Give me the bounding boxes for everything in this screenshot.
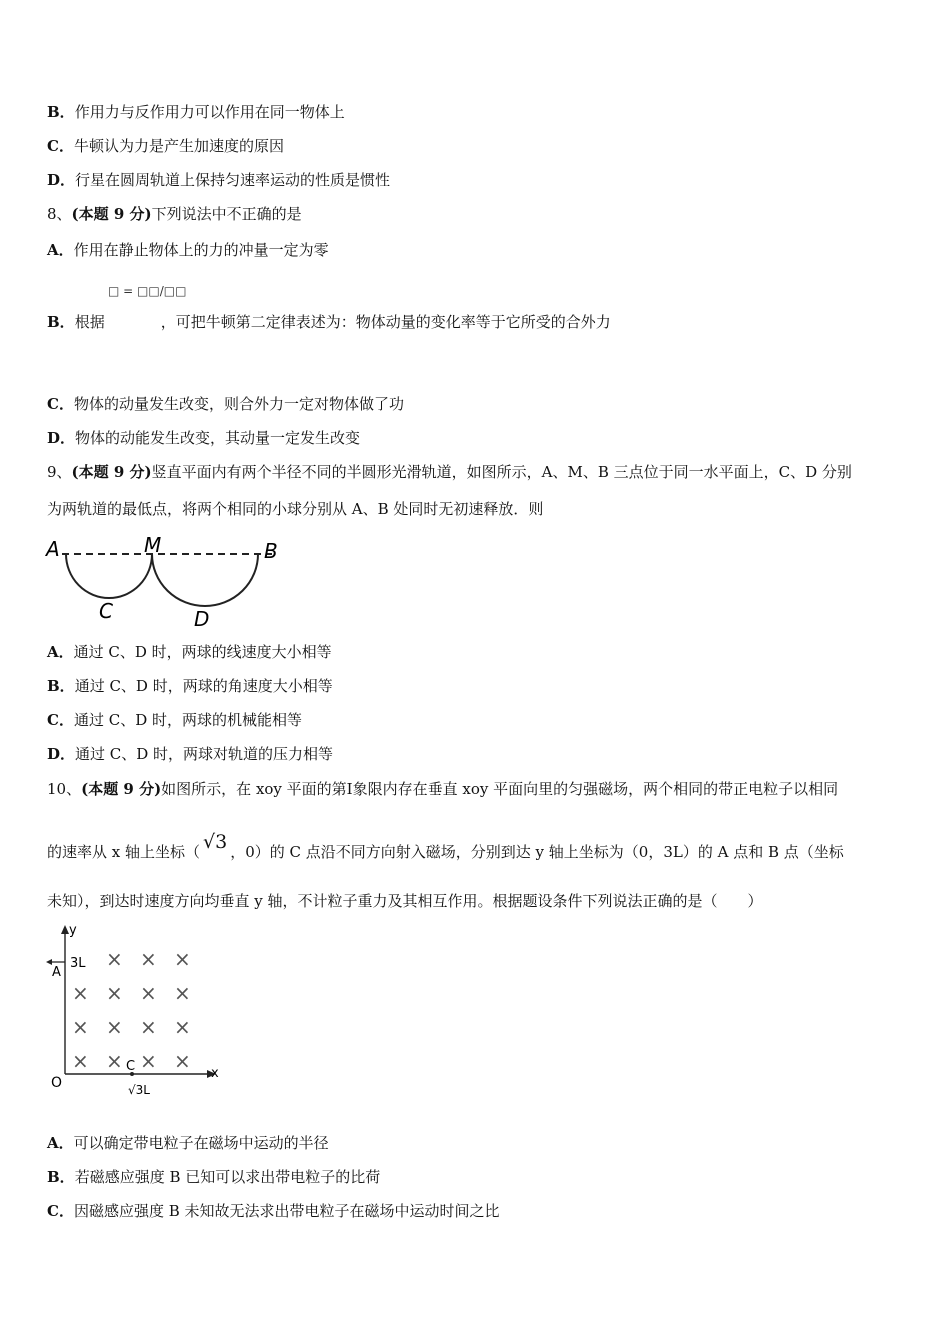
field-cross: × [140, 981, 157, 1005]
option-text: 物体的动能发生改变，其动量一定发生改变 [75, 429, 361, 447]
question-tag: (本题 9 分) [71, 205, 152, 223]
small-semicircle-track [66, 554, 152, 598]
field-cross: × [106, 981, 123, 1005]
point-d-label: D [194, 607, 210, 631]
option-text: 作用力与反作用力可以作用在同一物体上 [74, 103, 345, 121]
field-cross: × [140, 1049, 157, 1073]
sqrt3-symbol: √3 [203, 831, 228, 853]
option-text: 牛顿认为力是产生加速度的原因 [73, 137, 284, 155]
q9-option-b [47, 676, 333, 696]
q8-option-b [47, 312, 611, 332]
option-letter: B． [47, 313, 75, 331]
field-cross: × [106, 1015, 123, 1039]
point-a-label: A [46, 537, 60, 561]
field-cross: × [72, 981, 89, 1005]
point-c-label: C [99, 599, 113, 623]
question-stem: 竖直平面内有两个半径不同的半圆形光滑轨道，如图所示，A、M、B 三点位于同一水平面上，C、D 分别 [151, 463, 852, 481]
option-letter: C． [47, 1202, 74, 1220]
q9-track-figure [44, 530, 294, 635]
option-text-pre: 根据 [74, 313, 105, 331]
field-cross: × [174, 947, 191, 971]
point-a-label: A [52, 965, 61, 980]
option-letter: B． [47, 677, 75, 695]
q8-stem [47, 204, 302, 224]
question-stem-a: 的速率从 x 轴上坐标（ [47, 843, 200, 861]
option-text: 因磁感应强度 B 未知故无法求出带电粒子在磁场中运动时间之比 [73, 1202, 500, 1220]
question-number: 9、 [47, 463, 72, 481]
question-stem: 未知），到达时速度方向均垂直 y 轴，不计粒子重力及其相互作用。根据题设条件下列说法正确的是（ ） [47, 892, 763, 910]
point-m-label: M [144, 533, 162, 557]
field-cross: × [106, 1049, 123, 1073]
q9-stem-2 [47, 499, 543, 519]
option-letter: B． [47, 1168, 75, 1186]
question-tag: (本题 9 分) [71, 463, 152, 481]
q8-option-c [47, 394, 404, 414]
point-c-label: C [126, 1059, 136, 1074]
q8-option-d [47, 428, 360, 448]
q8-option-a [47, 240, 329, 260]
field-cross: × [174, 981, 191, 1005]
q10-stem-3 [47, 891, 763, 911]
field-cross: × [106, 947, 123, 971]
option-letter: A． [47, 643, 74, 661]
option-letter: C． [47, 711, 74, 729]
option-letter: D． [47, 171, 76, 189]
option-letter: D． [47, 429, 76, 447]
q10-option-a [47, 1133, 329, 1153]
field-cross: × [174, 1015, 191, 1039]
q9-option-d [47, 744, 333, 764]
option-text: 通过 C、D 时，两球对轨道的压力相等 [75, 745, 334, 763]
y-coord-3l-label: 3L [70, 956, 86, 971]
point-b-label: B [264, 539, 278, 563]
x-coord-sqrt3l-label: √3L [128, 1083, 150, 1097]
option-letter: A． [47, 241, 74, 259]
field-cross: × [72, 1049, 89, 1073]
q9-option-c [47, 710, 302, 730]
q7-option-b [47, 102, 345, 122]
q9-stem-1 [47, 462, 852, 482]
option-letter: D． [47, 745, 76, 763]
field-cross: × [174, 1049, 191, 1073]
question-number: 10、 [47, 780, 82, 798]
question-stem: 如图所示，在 xoy 平面的第Ⅰ象限内存在垂直 xoy 平面向里的匀强磁场，两个相同的带正电粒子以相同 [161, 780, 839, 798]
q8-formula [108, 284, 186, 298]
question-stem: 下列说法中不正确的是 [151, 205, 302, 223]
q9-option-a [47, 642, 332, 662]
q7-option-c [47, 136, 284, 156]
option-text-post: ，可把牛顿第二定律表述为：物体动量的变化率等于它所受的合外力 [160, 313, 611, 331]
option-text: 通过 C、D 时，两球的机械能相等 [73, 711, 302, 729]
option-text: 若磁感应强度 B 已知可以求出带电粒子的比荷 [74, 1168, 381, 1186]
q10-field-figure [44, 920, 234, 1100]
q10-option-c [47, 1201, 500, 1221]
option-letter: B． [47, 103, 75, 121]
option-letter: C． [47, 395, 74, 413]
formula-text: □ = □□/□□ [108, 284, 187, 298]
field-cross: × [72, 1015, 89, 1039]
q10-option-b [47, 1167, 380, 1187]
x-axis-label: x [211, 1066, 219, 1081]
option-text: 行星在圆周轨道上保持匀速率运动的性质是惯性 [75, 171, 391, 189]
question-number: 8、 [47, 205, 72, 223]
question-stem: 为两轨道的最低点，将两个相同的小球分别从 A、B 处同时无初速释放．则 [47, 500, 544, 518]
q10-stem-1 [47, 779, 838, 799]
option-letter: A． [47, 1134, 74, 1152]
question-tag: (本题 9 分) [81, 780, 162, 798]
option-text: 通过 C、D 时，两球的角速度大小相等 [74, 677, 333, 695]
origin-label: O [51, 1075, 63, 1091]
large-semicircle-track [152, 554, 258, 606]
option-text: 通过 C、D 时，两球的线速度大小相等 [73, 643, 332, 661]
y-axis-label: y [69, 923, 77, 938]
field-cross: × [140, 947, 157, 971]
question-stem-b: ，0）的 C 点沿不同方向射入磁场，分别到达 y 轴上坐标为（0，3L）的 A 点和 B 点（坐标 [230, 843, 844, 861]
magnetic-field-crosses [72, 947, 191, 1073]
y-axis-arrow [61, 925, 69, 934]
option-text: 物体的动量发生改变，则合外力一定对物体做了功 [73, 395, 404, 413]
option-text: 可以确定带电粒子在磁场中运动的半径 [73, 1134, 329, 1152]
option-letter: C． [47, 137, 74, 155]
q7-option-d [47, 170, 390, 190]
q10-stem-2 [47, 831, 844, 862]
field-cross: × [140, 1015, 157, 1039]
option-text: 作用在静止物体上的力的冲量一定为零 [73, 241, 329, 259]
